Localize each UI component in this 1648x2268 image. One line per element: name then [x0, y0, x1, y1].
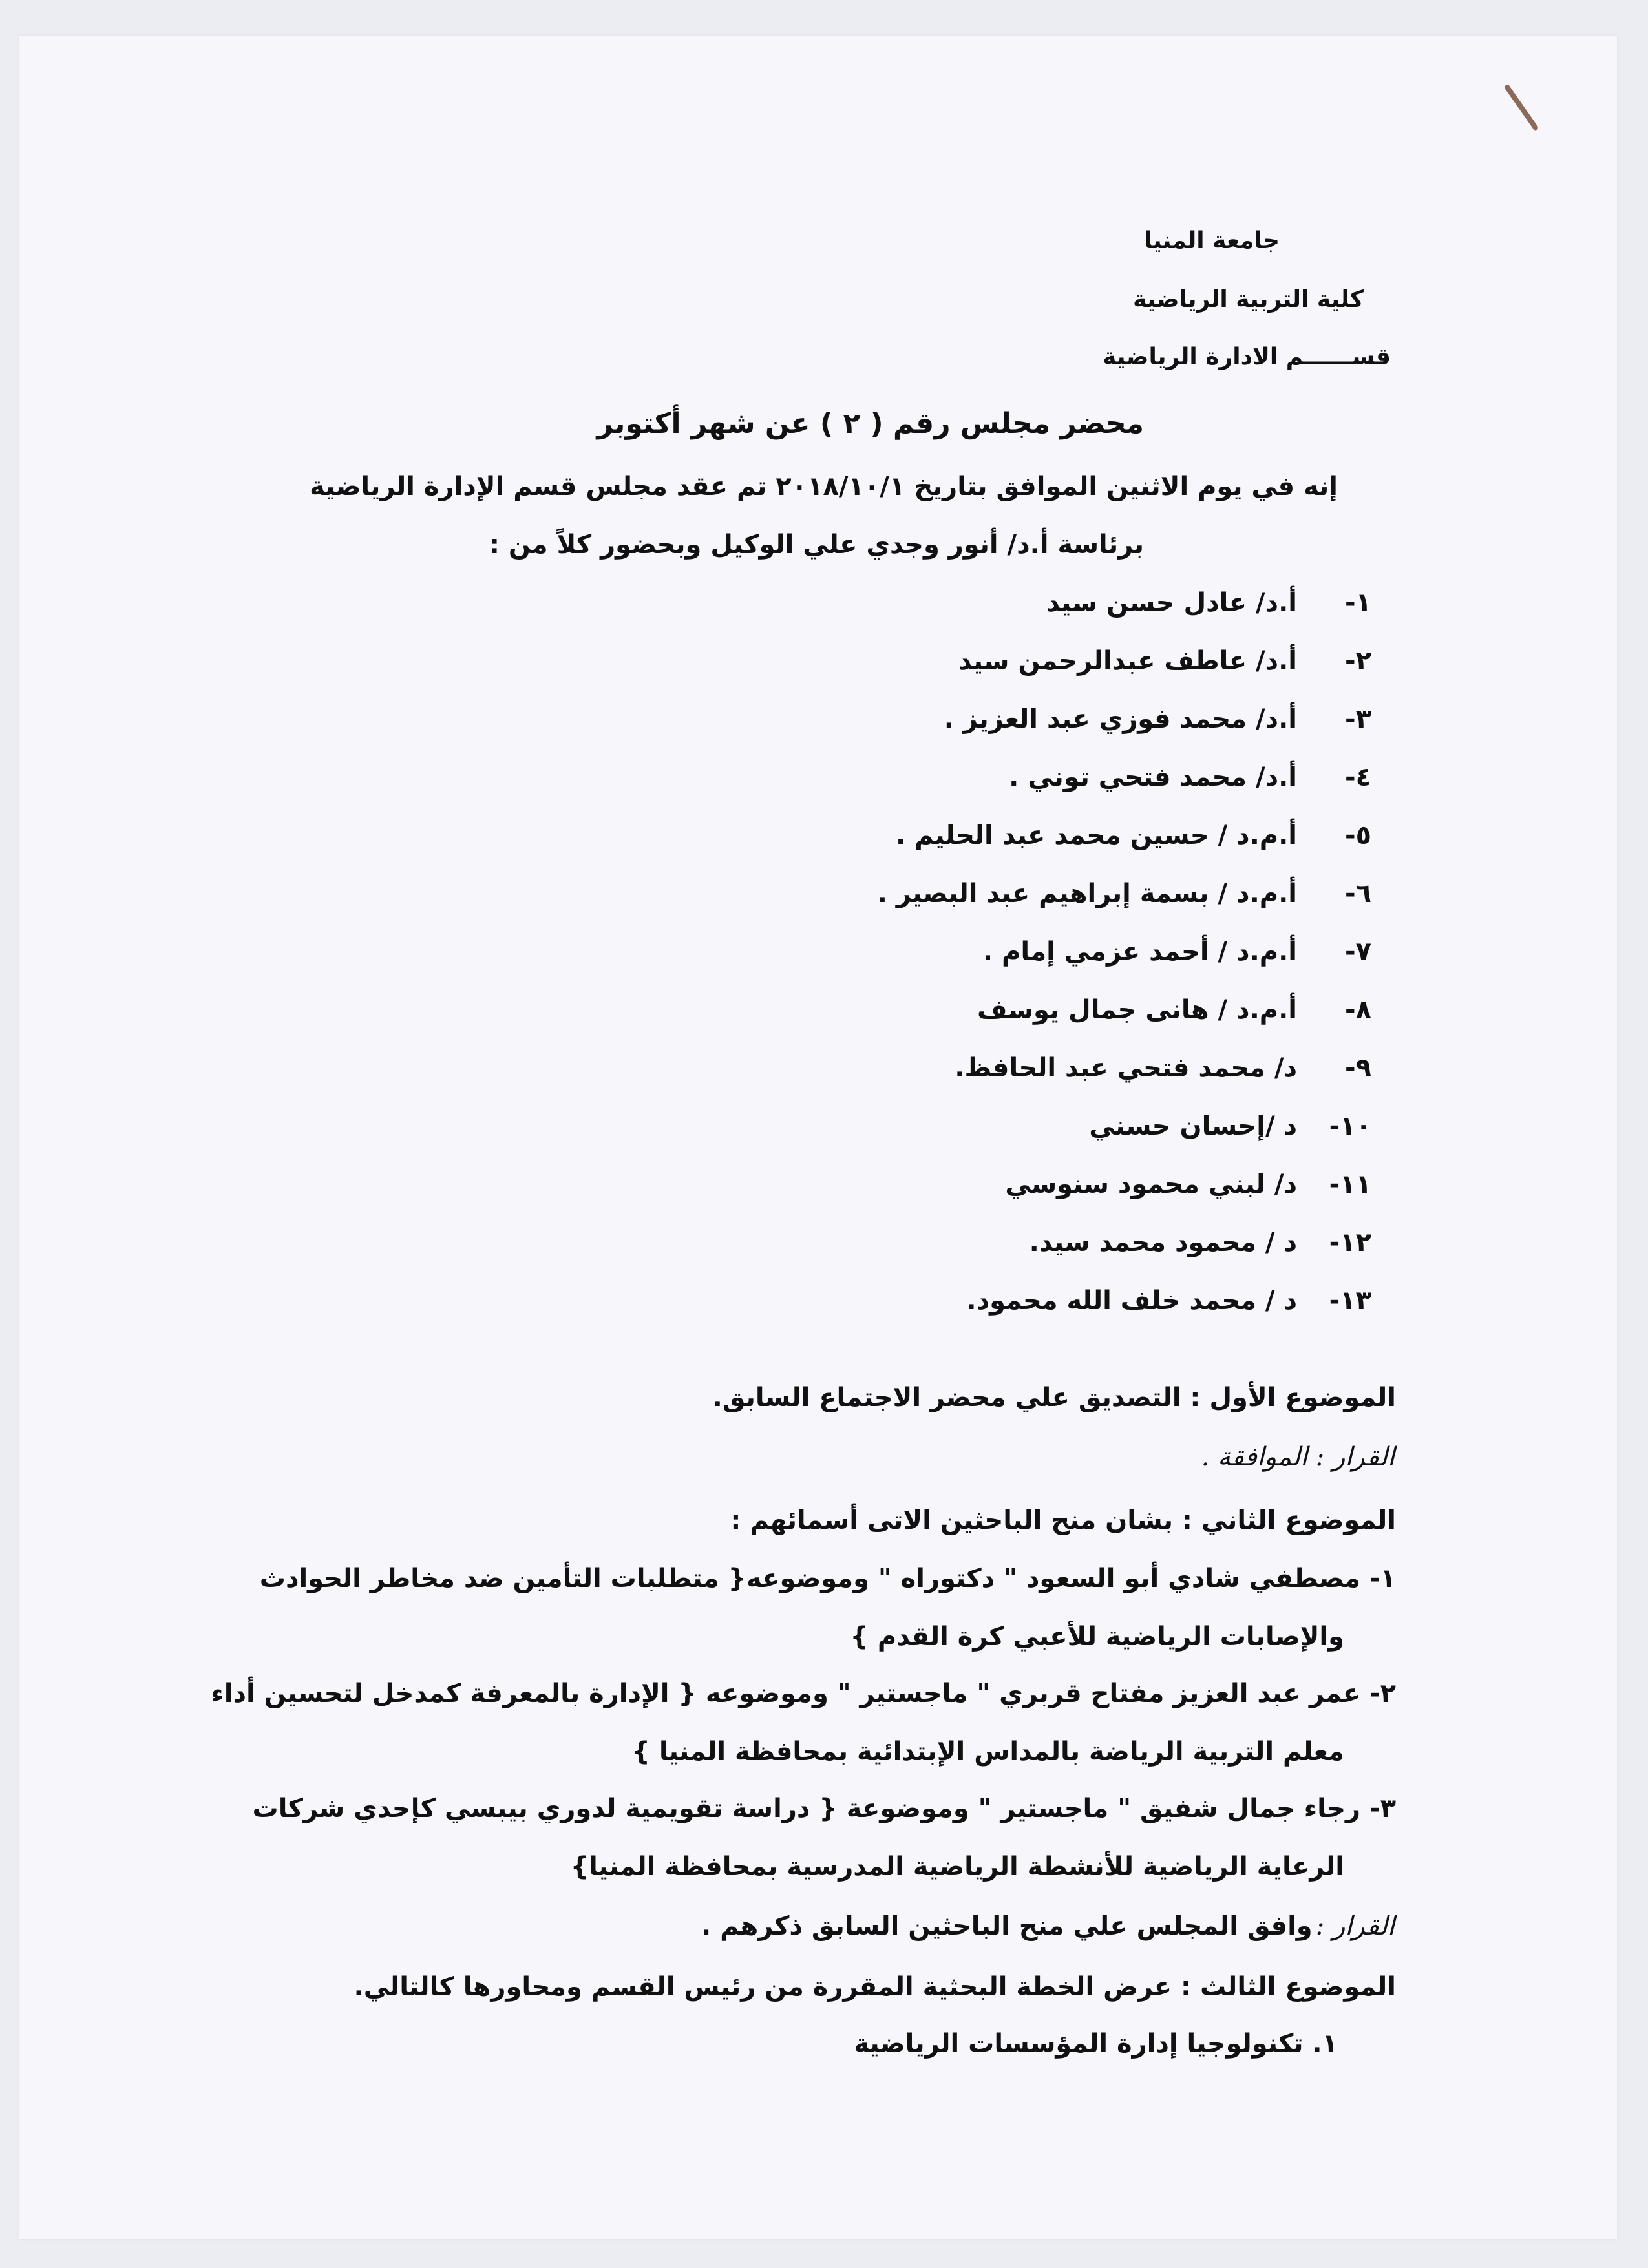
- topic-2-label: الموضوع الثاني : بشان منح الباحثين الاتى أسمائهم :: [730, 1506, 1396, 1535]
- attendee-number: ٦-: [1344, 879, 1371, 908]
- attendee-name: د / محمد خلف الله محمود.: [966, 1286, 1297, 1316]
- attendee-name: أ.د/ عاطف عبدالرحمن سيد: [958, 646, 1297, 676]
- decision-text: وافق المجلس علي منح الباحثين السابق ذكرهم .: [701, 1911, 1313, 1941]
- topic-1-decision: القرار : الموافقة .: [1201, 1442, 1395, 1472]
- attendee-name: د / محمود محمد سيد.: [1029, 1228, 1297, 1257]
- topic-3-item-1: ١. تكنولوجيا إدارة المؤسسات الرياضية: [854, 2029, 1338, 2059]
- university-name: جامعة المنيا: [1144, 227, 1280, 254]
- attendee-number: ١-: [1344, 588, 1371, 618]
- faculty-name: كلية التربية الرياضية: [1133, 286, 1364, 313]
- attendee-number: ١٣-: [1329, 1286, 1371, 1316]
- attendee-number: ١١-: [1329, 1170, 1371, 1199]
- attendee-item: [1009, 762, 1371, 792]
- topic-1-label: الموضوع الأول : التصديق علي محضر الاجتماع السابق.: [712, 1383, 1396, 1412]
- attendee-number: ١٠-: [1329, 1111, 1371, 1141]
- topic-2-decision: [701, 1911, 1395, 1941]
- attendee-item: [1030, 1228, 1371, 1257]
- attendee-number: ٢-: [1344, 646, 1371, 676]
- attendee-item: [955, 1053, 1371, 1083]
- attendee-name: د/ محمد فتحي عبد الحافظ.: [955, 1053, 1297, 1083]
- attendee-name: د/ لبني محمود سنوسي: [1005, 1170, 1297, 1199]
- department-name: قســــــم الادارة الرياضية: [1103, 344, 1391, 370]
- page-title: محضر مجلس رقم ( ٢ ) عن شهر أكتوبر: [597, 407, 1144, 440]
- researcher-1-line-1: ١- مصطفي شادي أبو السعود " دكتوراه " وموضوعه{ متطلبات التأمين ضد مخاطر الحوادث: [259, 1564, 1396, 1593]
- attendee-item: [1089, 1111, 1371, 1141]
- attendee-number: ٨-: [1344, 995, 1371, 1025]
- researcher-1-line-2: والإصابات الرياضية للأعبي كرة القدم }: [850, 1622, 1344, 1652]
- attendee-item: [966, 1286, 1371, 1316]
- attendee-item: [896, 821, 1371, 850]
- researcher-3-line-2: الرعاية الرياضية للأنشطة الرياضية المدرسية بمحافظة المنيا}: [570, 1852, 1344, 1882]
- attendee-item: [878, 879, 1371, 908]
- attendee-item: [944, 704, 1371, 734]
- attendee-name: أ.م.د / بسمة إبراهيم عبد البصير .: [877, 879, 1297, 908]
- attendee-item: [977, 995, 1371, 1025]
- attendee-name: أ.م.د / أحمد عزمي إمام .: [982, 937, 1297, 967]
- intro-line-1: إنه في يوم الاثنين الموافق بتاريخ ٢٠١٨/١٠/١ تم عقد مجلس قسم الإدارة الرياضية: [310, 472, 1338, 501]
- attendee-number: ٥-: [1344, 821, 1371, 850]
- attendee-number: ٣-: [1344, 704, 1371, 734]
- attendee-name: أ.م.د / حسين محمد عبد الحليم .: [895, 821, 1297, 850]
- attendee-number: ٤-: [1344, 762, 1371, 792]
- attendee-item: [983, 937, 1371, 967]
- researcher-3-line-1: ٣- رجاء جمال شفيق " ماجستير " وموضوعة { دراسة تقويمية لدوري بيبسي كإحدي شركات: [252, 1794, 1396, 1823]
- attendee-number: ١٢-: [1329, 1228, 1371, 1257]
- attendee-item: [1005, 1170, 1371, 1199]
- attendee-number: ٧-: [1344, 937, 1371, 967]
- attendee-name: أ.د/ محمد فوزي عبد العزيز .: [944, 704, 1297, 734]
- attendee-name: د /إحسان حسني: [1089, 1111, 1297, 1141]
- attendee-item: [958, 646, 1371, 676]
- attendee-name: أ.د/ عادل حسن سيد: [1046, 588, 1297, 618]
- attendee-name: أ.م.د / هانى جمال يوسف: [977, 995, 1297, 1025]
- attendee-item: [1046, 588, 1371, 618]
- intro-line-2: برئاسة أ.د/ أنور وجدي علي الوكيل وبحضور كلاً من :: [489, 530, 1144, 560]
- researcher-2-line-2: معلم التربية الرياضة بالمداس الإبتدائية بمحافظة المنيا }: [631, 1737, 1344, 1767]
- decision-label: القرار :: [1315, 1911, 1395, 1941]
- attendee-number: ٩-: [1344, 1053, 1371, 1083]
- attendee-name: أ.د/ محمد فتحي توني .: [1009, 762, 1297, 792]
- topic-3-label: الموضوع الثالث : عرض الخطة البحثية المقررة من رئيس القسم ومحاورها كالتالي.: [354, 1972, 1396, 2002]
- researcher-2-line-1: ٢- عمر عبد العزيز مفتاح قربري " ماجستير " وموضوعه { الإدارة بالمعرفة كمدخل لتحسين أداء: [211, 1679, 1396, 1708]
